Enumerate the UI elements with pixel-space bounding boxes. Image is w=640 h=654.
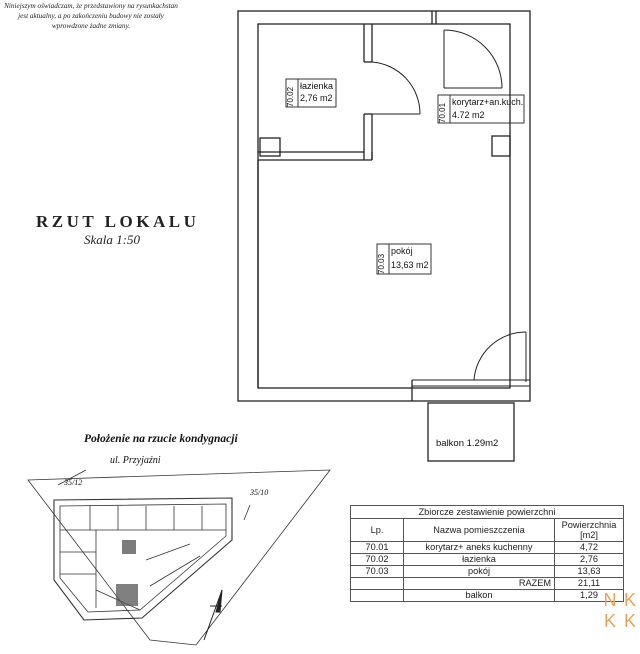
row-area: 13,63 (555, 566, 624, 578)
logo-letter: K (623, 590, 636, 610)
plot-label-right: 35/10 (250, 488, 269, 497)
logo-letter: K (603, 611, 616, 631)
header-name: Nazwa pomieszczenia (404, 519, 555, 542)
outer-wall-outer (238, 11, 530, 401)
room-label-number: 70.03 (377, 253, 386, 274)
room-label-number: 70.01 (438, 102, 447, 123)
balcony-outline (428, 403, 514, 461)
room-label-number: 70.02 (286, 86, 295, 107)
row-name: korytarz+ aneks kuchenny (404, 542, 555, 554)
balcony-row-value: 1,29 (555, 590, 624, 602)
room-label-area: 4.72 m2 (452, 110, 485, 120)
logo-letter: K (623, 611, 636, 631)
nkk-logo (600, 590, 640, 654)
room-label-name: korytarz+an.kuch. (452, 97, 524, 107)
table-row (351, 566, 624, 578)
location-sketch (28, 470, 330, 645)
balcony-row (351, 590, 624, 602)
row-area: 2,76 (555, 554, 624, 566)
row-name: łazienka (404, 554, 555, 566)
total-row (351, 578, 624, 590)
row-name: pokój (404, 566, 555, 578)
plan-scale: Skala 1:50 (84, 232, 140, 247)
total-label: RAZEM (404, 578, 555, 590)
highlighted-unit (116, 584, 138, 606)
room-label-name: łazienka (300, 81, 334, 91)
row-lp: 70.03 (351, 566, 404, 578)
room-label-area: 2,76 m2 (300, 93, 333, 103)
total-value: 21,11 (555, 578, 624, 590)
plan-title: RZUT LOKALU (36, 212, 200, 231)
balcony-row-label: balkon (404, 590, 555, 602)
row-area: 4,72 (555, 542, 624, 554)
table-row (351, 554, 624, 566)
balcony-label: balkon 1.29m2 (436, 438, 499, 449)
summary-table (350, 505, 624, 602)
row-lp: 70.01 (351, 542, 404, 554)
header-lp: Lp. (351, 519, 404, 542)
header-area: Powierzchnia [m2] (555, 519, 624, 542)
plot-label-left: 35/12 (64, 478, 83, 487)
room-label-name: pokój (391, 246, 413, 256)
room-label-area: 13,63 m2 (391, 260, 429, 270)
table-row (351, 542, 624, 554)
street-label: ul. Przyjaźni (110, 455, 161, 466)
logo-letter: N (603, 590, 617, 610)
row-lp: 70.02 (351, 554, 404, 566)
summary-caption: Zbiorcze zestawienie powierzchni (351, 506, 624, 519)
declaration-text: Niniejszym oświadczam, że przedstawiony na rysunkachstan jest aktualny, a po zakończeniu budowy nie zostały wprowdzone żadne zmiany. (4, 2, 178, 30)
location-title: Położenie na rzucie kondygnacji (84, 433, 238, 445)
